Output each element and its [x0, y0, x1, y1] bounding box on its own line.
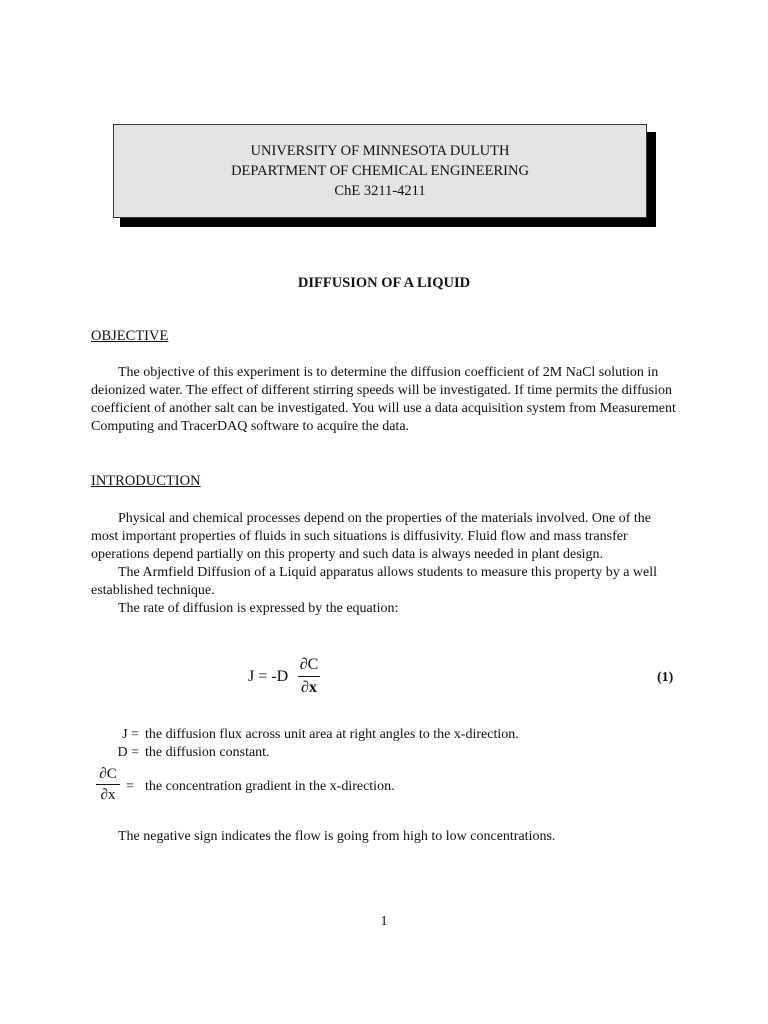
- gradient-numerator: ∂C: [99, 766, 117, 782]
- objective-text: The objective of this experiment is to determine the diffusion coefficient of 2M NaCl solution in deionized water. The effect of different stirring speeds will be investigated. If time permits the diffusion coefficient of another salt can be investigated. You will use a data acquisition system from Measurement Computing and TracerDAQ software to acquire the data.: [91, 365, 676, 434]
- definition-gradient-equals: =: [126, 779, 134, 794]
- equation-denominator: ∂x: [301, 679, 317, 696]
- equation-number: (1): [657, 670, 674, 685]
- header-course: ChE 3211-4211: [334, 183, 426, 199]
- equation-lhs: J = -D: [248, 668, 289, 685]
- gradient-fraction: [96, 764, 120, 805]
- document-title: DIFFUSION OF A LIQUID: [297, 275, 471, 291]
- equation-numerator: ∂C: [299, 656, 319, 673]
- definition-gradient-text: the concentration gradient in the x-direction.: [145, 779, 395, 794]
- closing-paragraph: [91, 828, 681, 846]
- definition-d-symbol: D =: [117, 745, 139, 760]
- page-number: 1: [380, 914, 388, 929]
- header-box: [113, 124, 647, 218]
- definition-j-text: the diffusion flux across unit area at right angles to the x-direction.: [145, 727, 519, 742]
- equation-fraction: [298, 654, 320, 699]
- intro-paragraph-3: The rate of diffusion is expressed by the equation:: [118, 601, 399, 616]
- definition-j-symbol: J =: [122, 727, 139, 742]
- objective-paragraph: [91, 364, 681, 436]
- header-university: UNIVERSITY OF MINNESOTA DULUTH: [250, 143, 510, 159]
- objective-heading: OBJECTIVE: [91, 328, 169, 344]
- diffusion-equation: [248, 654, 368, 702]
- closing-text: The negative sign indicates the flow is going from high to low concentrations.: [118, 829, 556, 844]
- header-department: DEPARTMENT OF CHEMICAL ENGINEERING: [231, 163, 529, 179]
- gradient-denominator: ∂x: [100, 787, 116, 803]
- introduction-paragraphs: [91, 510, 681, 618]
- definition-d-text: the diffusion constant.: [145, 745, 270, 760]
- introduction-heading: INTRODUCTION: [91, 473, 201, 489]
- intro-paragraph-2: The Armfield Diffusion of a Liquid apparatus allows students to measure this property by a well established technique.: [91, 565, 658, 598]
- intro-paragraph-1: Physical and chemical processes depend on the properties of the materials involved. One of the most important properties of fluids in such situations is diffusivity. Fluid flow and mass transfer operations depend partially on this property and such data is always needed in plant design.: [91, 511, 651, 562]
